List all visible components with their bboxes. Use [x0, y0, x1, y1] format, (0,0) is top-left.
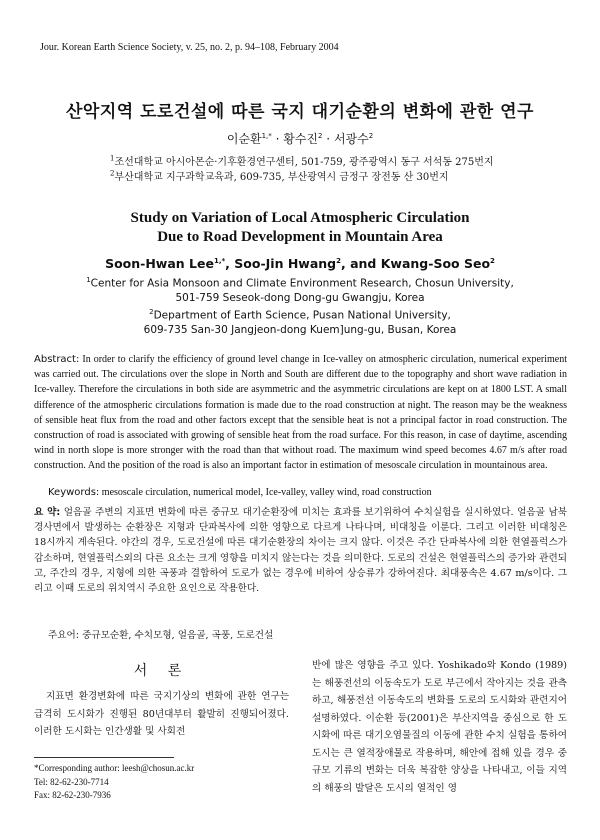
kr-abstract-text: 얼음골 주변의 지표면 변화에 따른 중규모 대기순환장에 미치는 효과를 보기위하여 수치실험을 실시하였다. 얼음골 남북 경사면에서 발생하는 순환장은 지형과 단파복사에 의한 영향으로 다르게 나타나며, 비대칭을 이룬다. 그리고 이러한 비대칭은 18시까지 계속된다. 야간의 경우, 도로건설에 따른 대기순환장의 차이는 크지 않다. 이것은 주간 단파복사에 의한 현열플럭스가 감소하며, 현열플럭스외의 다른 요소는 크게 영향을 미치지 않는다는 것을 의미한다. 도로의 건설은 현열플럭스의 증가와 관련되고, 주간의 경우, 지형에 의한 곡풍과 결합하여 도로가 없는 경우에 비하여 상승류가 강하여진다. 최대풍속은 4.67 m/s이다. 그리고 이때 도로의 위치역시 주요한 요인으로 작용한다.: [34, 507, 567, 595]
author-1-sup: 1,*: [261, 132, 272, 140]
korean-affiliation-2: [110, 168, 494, 183]
kr-abstract-label: 요 약:: [34, 507, 61, 518]
aff-text: Center for Asia Monsoon and Climate Environment Research, Chosun University,: [90, 277, 514, 290]
abstract-label: Abstract:: [34, 354, 80, 365]
author-3-sup: 2: [490, 256, 495, 265]
korean-keywords: [48, 627, 273, 641]
author-sep: ·: [271, 132, 284, 146]
aff-sup: 1: [110, 154, 115, 163]
body-column-right: 반에 많은 영향을 주고 있다. Yoshikado와 Kondo (1989)는 해풍전선의 이동속도가 도로 부근에서 작아지는 것을 관측하고, 해풍전선 이동속도의 변화를 도로의 도시화와 관련지어 설명하였다. 이순환 등(2001)은 부산지역을 중심으로 한 도시화에 따른 대기오염물질의 이동에 관한 수치 실험을 통하여 도시는 큰 열적장애물로 작용하며, 해안에 접해 있을 경우 중규모 기류의 변화는 더욱 복잡한 양상을 나타내고, 이들 지역의 해풍의 발달은 도시의 열적인 영: [312, 660, 567, 794]
aff-sup: 2: [110, 169, 115, 178]
kr-keywords-label: 주요어:: [48, 630, 80, 641]
aff-text: 부산대학교 지구과학교육과, 609-735, 부산광역시 금정구 장전동 산 30번지: [114, 172, 449, 183]
footnote-email: *Corresponding author: leesh@chosun.ac.kr: [34, 763, 195, 773]
aff-text: 609-735 San-30 Jangjeon-dong Kuem]ung-gu, Busan, Korea: [143, 324, 457, 336]
aff-text: Department of Earth Science, Pusan National University,: [153, 309, 451, 322]
author-3: 서광수: [333, 132, 369, 146]
footnote-divider: [34, 757, 174, 758]
english-affiliation-line: [0, 324, 600, 340]
author-sep: ·: [322, 132, 334, 146]
korean-abstract: [34, 505, 567, 596]
journal-citation: Jour. Korean Earth Science Society, v. 25, no. 2, p. 94–108, February 2004: [40, 42, 339, 53]
aff-sup: 2: [149, 308, 154, 316]
english-affiliation-line: [0, 276, 600, 292]
author-2: , Soo-Jin Hwang: [225, 256, 337, 271]
english-affiliations: [0, 276, 600, 340]
english-abstract: [34, 352, 567, 474]
english-title-line-1: Study on Variation of Local Atmospheric Circulation: [130, 210, 470, 226]
author-2: 황수진: [283, 132, 319, 146]
author-1-sup: 1,*: [213, 256, 226, 265]
footnote: [34, 762, 194, 803]
english-title-line-2: Due to Road Development in Mountain Area: [157, 229, 443, 245]
aff-text: 501-759 Seseok-dong Dong-gu Gwangju, Korea: [175, 292, 425, 304]
english-affiliation-line: [0, 292, 600, 308]
author-2-sup: 2: [318, 132, 323, 140]
english-keywords: [48, 487, 568, 498]
kr-keywords-text: 중규모순환, 수치모형, 얼음골, 곡풍, 도로건설: [79, 630, 274, 641]
abstract-text: In order to clarify the efficiency of ground level change in Ice-valley on atmospheric circulation, numerical experiment was carried out. The circulations over the slope in North and South are different due to the topography and short wave radiation in Ice-valley. Therefore the circulations in both side are asymmetric and the asymmetric circulations are kept on at 1800 LST. A small difference of the atmospheric circulations formation is made due to the road construction at night. The reason may be the weakness of sensible heat flux from the road and other factors except that the sensible heat is not a principal factor in road construction. The construction of road is associated with growing of sensible heat from the road surface. For this reason, in case of daytime, ascending wind in north slope is more stronger with the road than that without road. The maximum wind speed becomes 4.67 m/s after road construction. And the position of the road is also an important factor in estimation of mesoscale circulation in mountainous area.: [34, 354, 567, 472]
keywords-label: Keywords:: [48, 487, 100, 498]
author-1: 이순환: [226, 132, 262, 146]
author-3: , and Kwang-Soo Seo: [341, 256, 491, 271]
english-authors: [0, 256, 600, 271]
korean-affiliations: [110, 153, 494, 183]
section-heading-introduction: 서 론: [133, 663, 190, 679]
footnote-tel: Tel: 82-62-230-7714: [34, 776, 109, 787]
body-text-left: 지표면 환경변화에 따른 국지기상의 변화에 관한 연구는 급격히 도시화가 진행된 80년대부터 활발히 진행되어졌다. 이러한 도시화는 인간생활 및 사회전: [34, 691, 289, 737]
korean-authors: [0, 130, 600, 147]
keywords-text: mesoscale circulation, numerical model, Ice-valley, valley wind, road construction: [99, 487, 432, 498]
author-3-sup: 2: [368, 132, 374, 140]
aff-text: 조선대학교 아시아몬순·기후환경연구센터, 501-759, 광주광역시 동구 서석동 275번지: [114, 157, 494, 168]
body-column-left: [34, 688, 289, 741]
author-2-sup: 2: [336, 256, 341, 265]
author-1: Soon-Hwan Lee: [105, 256, 214, 271]
korean-affiliation-1: [110, 153, 494, 168]
korean-title: 산악지역 도로건설에 따른 국지 대기순환의 변화에 관한 연구: [66, 102, 534, 122]
aff-sup: 1: [86, 276, 91, 284]
english-affiliation-line: [0, 308, 600, 324]
footnote-fax: Fax: 82-62-230-7936: [34, 790, 111, 800]
